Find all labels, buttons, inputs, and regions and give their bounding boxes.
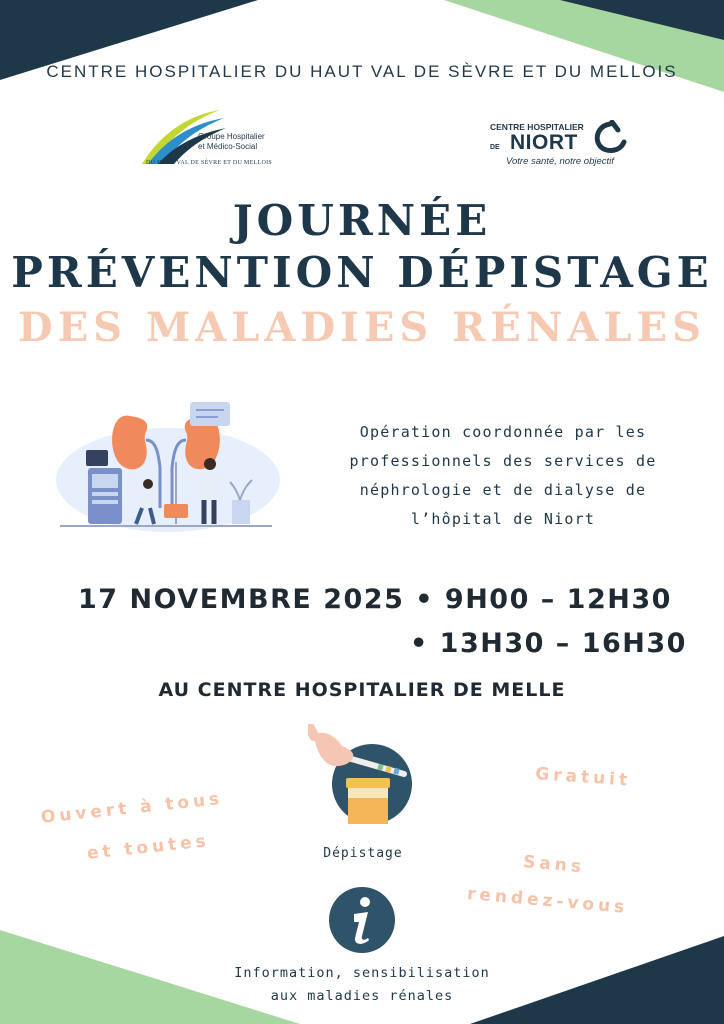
schedule-line1: 17 NOVEMBRE 2025 • 9H00 – 12H30 xyxy=(78,584,672,615)
schedule-line2: • 13H30 – 16H30 xyxy=(410,628,687,659)
institution-header: CENTRE HOSPITALIER DU HAUT VAL DE SÈVRE ET DU MELLOIS xyxy=(46,62,678,81)
corner-top-right-navy xyxy=(560,0,724,40)
kidney-illustration xyxy=(50,388,280,533)
logo-groupe-hospitalier xyxy=(138,108,278,168)
description-line1: Opération coordonnée par les xyxy=(359,423,647,441)
feature-free: Gratuit xyxy=(534,764,632,791)
feature-open-line1: Ouvert à tous xyxy=(40,788,225,828)
title-line2: PRÉVENTION DÉPISTAGE xyxy=(11,248,713,297)
feature-open-line2: et toutes xyxy=(86,831,211,864)
niort-swirl-icon xyxy=(590,120,630,154)
description-line4: l’hôpital de Niort xyxy=(410,510,596,528)
description-block xyxy=(318,418,688,534)
feature-info-line2: aux maladies rénales xyxy=(270,988,454,1004)
feature-no-appt-line2: rendez-vous xyxy=(466,884,630,919)
description-line2: professionnels des services de xyxy=(349,452,657,470)
description-line3: néphrologie et de dialyse de xyxy=(359,481,647,499)
logo-right-line1: CENTRE HOSPITALIER xyxy=(490,122,584,132)
title-line3: DES MALADIES RÉNALES xyxy=(18,304,706,351)
logo-ch-niort xyxy=(486,120,636,170)
title-line1: JOURNÉE xyxy=(232,196,492,245)
info-icon xyxy=(328,886,396,954)
logo-right-line2: DE xyxy=(490,144,500,151)
feature-no-appt-line1: Sans xyxy=(522,852,586,878)
logo-left-line3: DU HAUT VAL DE SÈVRE ET DU MELLOIS xyxy=(146,160,273,166)
logo-right-tagline: Votre santé, notre objectif xyxy=(506,156,614,167)
logo-right-line3: NIORT xyxy=(510,131,578,154)
urine-test-icon xyxy=(308,724,418,834)
feature-screening-label: Dépistage xyxy=(323,846,403,861)
logo-left-line1: Groupe Hospitalier xyxy=(198,132,265,141)
event-location: AU CENTRE HOSPITALIER DE MELLE xyxy=(158,679,566,701)
feature-info-block xyxy=(160,962,564,1008)
feature-info-line1: Information, sensibilisation xyxy=(234,965,490,981)
logo-left-line2: et Médico-Social xyxy=(198,142,258,151)
